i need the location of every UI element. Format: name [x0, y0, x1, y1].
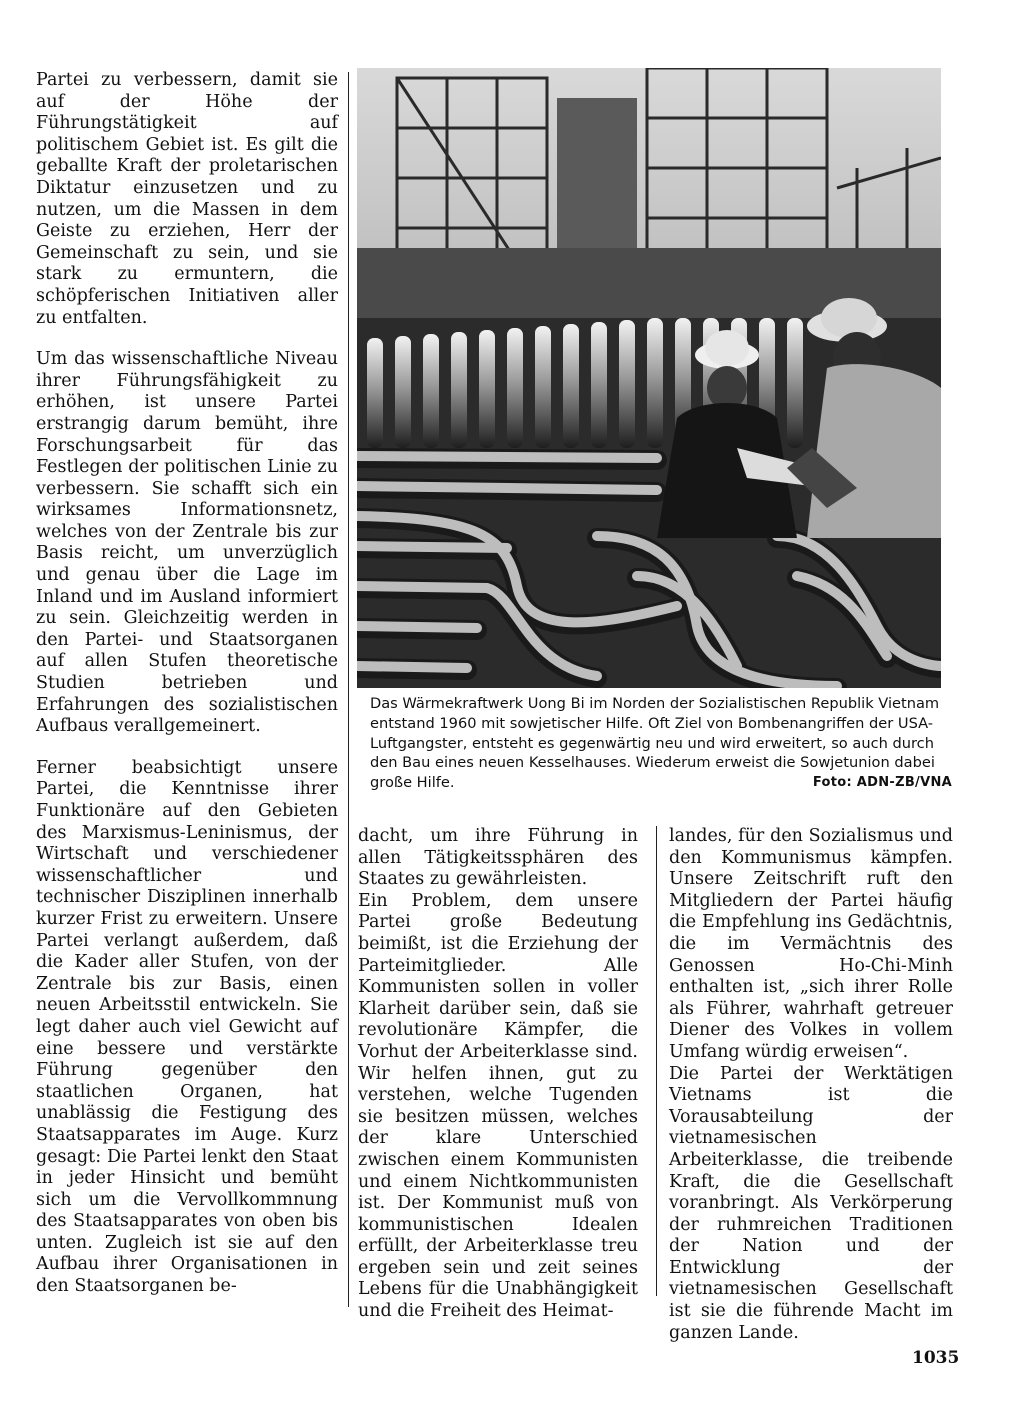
middle-text-column — [358, 826, 638, 1323]
right-text-column — [669, 826, 953, 1344]
left-paragraph-1: Partei zu verbessern, damit sie auf der Höhe der Führungstätigkeit auf politischem Gebiet ist. Es gilt die geballte Kraft der proletarischen Diktatur einzusetzen und zu nutzen, um die Massen in dem Geiste zu erziehen, Herr der Gemeinschaft zu sein, und sie stark zu ermuntern, die schöpferischen Initiativen aller zu entfalten. — [36, 70, 338, 328]
left-paragraph-3: Ferner beabsichtigt unsere Partei, die Kenntnisse ihrer Funktionäre auf den Gebieten des Marxismus-Leninismus, der Wirtschaft und verschiedener wissenschaftlicher und technischer Disziplinen innerhalb kurzer Frist zu erweitern. Unsere Partei verlangt außerdem, daß die Kader aller Stufen, von der Zentrale bis zur Basis, einen neuen Arbeitsstil entwickeln. Sie legt daher auch viel Gewicht auf eine bessere und verstärkte Führung gegenüber den staatlichen Organen, hat unablässig die Festigung des Staatsapparates im Auge. Kurz gesagt: Die Partei lenkt den Staat in jeder Hinsicht und bemüht sich um die Vervollkommnung des Staatsapparates von oben bis unten. Zugleich ist sie auf den Aufbau ihrer Organisationen in den Staatsorganen be- — [36, 757, 338, 1297]
left-text-column — [36, 70, 338, 1298]
power-plant-photo — [357, 68, 941, 688]
left-paragraph-2: Um das wissenschaftliche Niveau ihrer Führungsfähigkeit zu erhöhen, ist unsere Partei erstrangig darum bemüht, ihre Forschungsarbeit für das Festlegen der politischen Linie zu verbessern. Sie schafft sich ein wirksames Informationsnetz, welches von der Zentrale bis zur Basis reicht, um unverzüglich und genau über die Lage im Inland und im Ausland informiert zu sein. Gleichzeitig werden in den Partei- und Staatsorganen auf allen Stufen theoretische Studien betrieben und Erfahrungen des sozialistischen Aufbaus verallgemeinert. — [36, 349, 338, 737]
photo-credit: Foto: ADN-ZB/VNA — [812, 775, 952, 791]
caption-text: Das Wärmekraftwerk Uong Bi im Norden der Sozialistischen Republik Vietnam entstand 1960 mit sowjetischer Hilfe. Oft Ziel von Bombenangriffen der USA-Luftgangster, entsteht es gegenwärtig neu und wird erweitert, so auch durch den Bau eines neuen Kesselhauses. Wiederum erweist die Sowjetunion dabei große Hilfe. — [370, 695, 940, 792]
right-paragraph-1: landes, für den Sozialismus und den Kommunismus kämpfen. Unsere Zeitschrift ruft den Mitgliedern der Partei häufig die Empfehlung ins Gedächtnis, die im Vermächtnis des Genossen Ho-Chi-Minh enthalten ist, „sich ihrer Rolle als Führer, wahrhaft getreuer Diener des Volkes in vollem Umfang würdig erweisen“. — [669, 826, 953, 1062]
column-divider-left — [348, 72, 349, 1307]
middle-paragraph-1: dacht, um ihre Führung in allen Tätigkeitssphären des Staates zu gewährleisten. — [358, 826, 638, 890]
column-divider-right — [656, 826, 657, 1296]
photo-caption — [370, 694, 952, 793]
page-number: 1035 — [912, 1348, 960, 1368]
middle-paragraph-2: Ein Problem, dem unsere Partei große Bedeutung beimißt, ist die Erziehung der Parteimitglieder. Alle Kommunisten sollen in voller Klarheit darüber sein, daß sie revolutionäre Kämpfer, die Vorhut der Arbeiterklasse sind. Wir helfen ihnen, gut zu verstehen, welche Tugenden sie besitzen müssen, welches der klare Unterschied zwischen einem Kommunisten und einem Nichtkommunisten ist. Der Kommunist muß von kommunistischen Idealen erfüllt, der Arbeiterklasse treu ergeben sein und zeit seines Lebens für die Unabhängigkeit und die Freiheit des Heimat- — [358, 890, 638, 1322]
right-paragraph-2: Die Partei der Werktätigen Vietnams ist die Vorausabteilung der vietnamesischen Arbeiterklasse, die treibende Kraft, die die Gesellschaft voranbringt. Als Verkörperung der ruhmreichen Traditionen der Nation und der Entwicklung der vietnamesischen Gesellschaft ist sie die führende Macht im ganzen Lande. — [669, 1063, 953, 1343]
